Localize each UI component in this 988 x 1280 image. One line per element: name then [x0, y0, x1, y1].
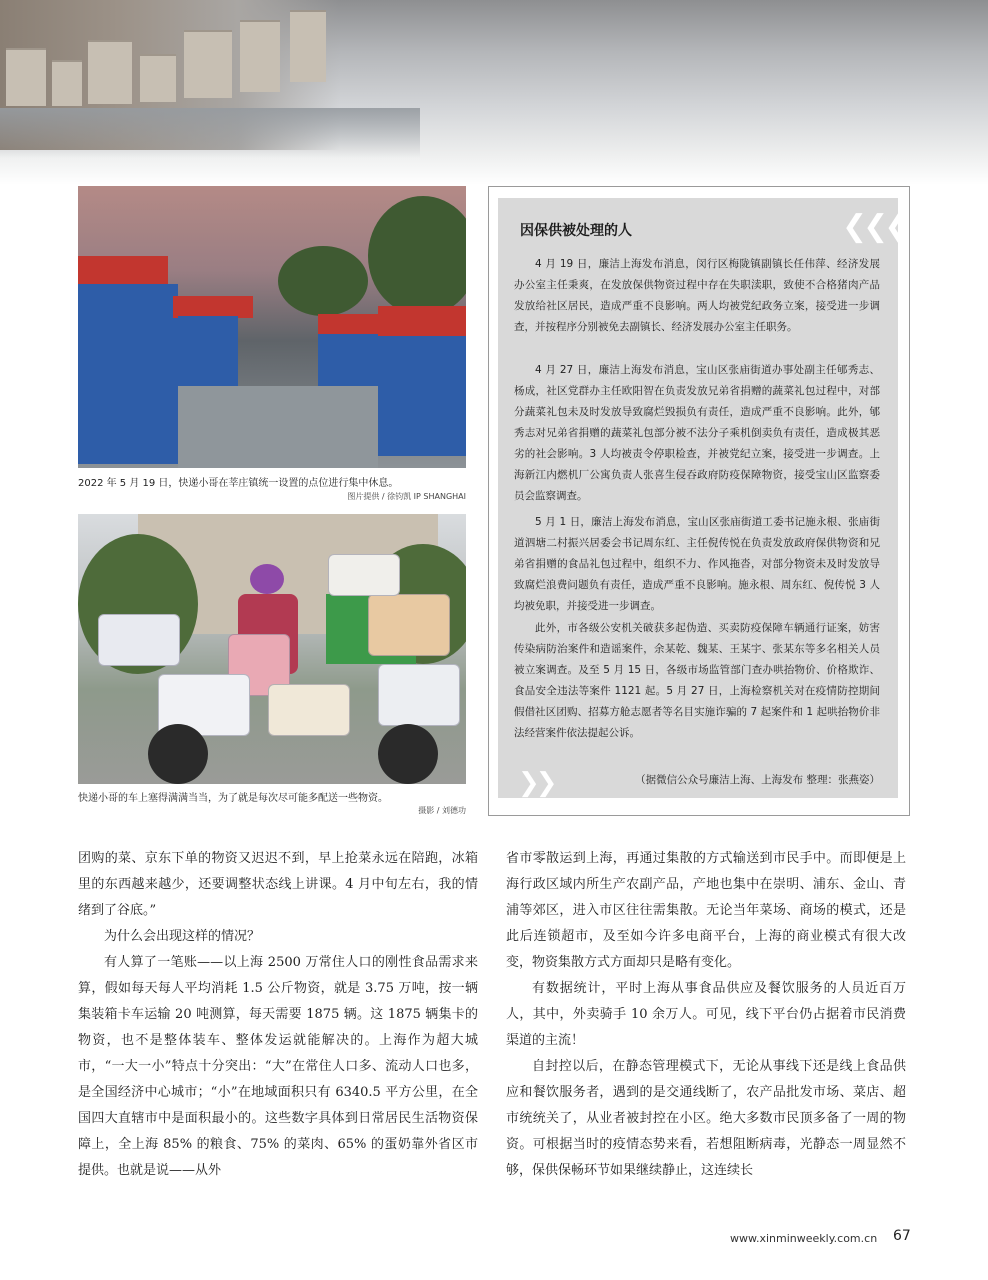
tent-wall: [178, 316, 238, 396]
tent-roof: [78, 256, 168, 286]
building-shape: [88, 40, 132, 104]
package-bag: [378, 664, 460, 726]
sidebar-paragraph: 此外，市各级公安机关破获多起伪造、买卖防疫保障车辆通行证案，妨害传染病防治案件和造谣案件，余某乾、魏某、王某宇、张某东等多名相关人员被立案调查。及至 5 月 15 日，各级市场监管部门查办哄抬物价、价格欺诈、食品安全违法等案件 1121 起。5 月 27 日，上海检察机关对在疫情防控期间假借社区团购、招募方舱志愿者等名目实施诈骗的 7 起案件和 1 起哄抬物价非法经营案件依法提起公诉。: [514, 622, 880, 739]
footer-url: www.xinminweekly.com.cn: [730, 1232, 878, 1245]
package-bag: [328, 554, 400, 596]
tent-roof: [318, 314, 388, 336]
photo-caption-top: 2022 年 5 月 19 日，快递小哥在莘庄镇统一设置的点位进行集中休息。: [78, 478, 399, 489]
body-paragraph: 为什么会出现这样的情况？: [104, 929, 261, 944]
tree-shape: [368, 196, 466, 316]
scooter-wheel: [378, 724, 438, 784]
body-paragraph: 团购的菜、京东下单的物资又迟迟不到，早上抢菜永远在陪跑，冰箱里的东西越来越少，还要调整状态线上讲课。4 月中旬左右，我的情绪到了谷底。”: [78, 851, 478, 918]
body-paragraph: 有数据统计，平时上海从事食品供应及餐饮服务的人员近百万人，其中，外卖骑手 10 余万人。可见，线下平台仍占据着市民消费渠道的主流！: [506, 981, 906, 1048]
package-bag: [268, 684, 350, 736]
photo-credit-bottom: 摄影 / 刘德功: [418, 806, 466, 815]
sidebar-paragraph: 4 月 27 日，廉洁上海发布消息，宝山区张庙街道办事处副主任郇秀志、杨成，社区党群办主任欧阳智在负责发放兄弟省捐赠的蔬菜礼包过程中，对部分蔬菜礼包未及时发放导致腐烂毁损负有责任，造成严重不良影响。此外，郇秀志对兄弟省捐赠的蔬菜礼包部分被不法分子乘机倒卖负有责任，造成极其恶劣的社会影响。3 人均被责令停职检查，并被党纪立案，接受进一步调查。上海新江内燃机厂公寓负责人张喜生侵吞政府防疫保障物资，接受宝山区监察委员会监察调查。: [514, 364, 880, 502]
package-bag: [368, 594, 450, 656]
photo-courier-scooter: [78, 514, 466, 784]
package-bag: [98, 614, 180, 666]
courier-helmet: [250, 564, 284, 594]
building-shape: [290, 10, 326, 82]
building-shape: [140, 54, 176, 102]
sidebar-paragraph: 5 月 1 日，廉洁上海发布消息，宝山区张庙街道工委书记施永根、张庙街道泗塘二村振兴居委会书记周东红、主任倪传悦在负责发放政府保供物资和兄弟省捐赠的食品礼包过程中，组织不力、作风拖沓，对部分物资未及时发放导致腐烂浪费问题负有责任，造成严重不良影响。施永根、周东红、倪传悦 3 人均被免职，并接受进一步调查。: [514, 516, 880, 612]
body-column-left: [78, 846, 478, 1184]
river-band: [0, 108, 420, 158]
sidebar-source: （据微信公众号廉洁上海、上海发布 整理：张燕姿）: [635, 774, 880, 786]
tent-roof: [173, 296, 253, 318]
body-paragraph: 自封控以后，在静态管理模式下，无论从事线下还是线上食品供应和餐饮服务者，遇到的是交通线断了，农产品批发市场、菜店、超市统统关了，从业者被封控在小区。绝大多数市民顶多备了一周的物资。可根据当时的疫情态势来看，若想阻断病毒，光静态一周显然不够，保供保畅环节如果继续静止，这连续长: [506, 1059, 906, 1178]
scooter-wheel: [148, 724, 208, 784]
road-surface: [178, 386, 378, 468]
building-shape: [6, 48, 46, 106]
photo-caption-bottom: 快递小哥的车上塞得满满当当，为了就是每次尽可能多配送一些物资。: [78, 793, 388, 804]
body-paragraph: 有人算了一笔账——以上海 2500 万常住人口的刚性食品需求来算，假如每天每人平均消耗 1.5 公斤物资，就是 3.75 万吨，按一辆集装箱卡车运输 20 吨测算，每天需要 1875 辆。这 1875 辆集卡的物资，也不是整体装车、整体发运就能解决的。上海作为超大城市，“一大一小”特点十分突出：“大”在常住人口多、流动人口也多，是全国经济中心城市；“小”在地域面积只有 6340.5 平方公里，在全国四大直辖市中是面积最小的。这些数字具体到日常居民生活物资保障上，全上海 85% 的粮食、75% 的菜肉、65% 的蛋奶靠外省区市提供。也就是说——从外: [78, 955, 478, 1178]
quote-open-icon: ❮❮❮: [842, 209, 906, 244]
quote-close-icon: ❯❯: [518, 768, 554, 798]
photo-rest-point-tents: [78, 186, 466, 468]
photo-credit-top: 图片提供 / 徐钧凯 IP SHANGHAI: [347, 492, 466, 501]
tent-wall: [78, 284, 178, 464]
body-column-right: [506, 846, 906, 1184]
sidebar-paragraph: 4 月 19 日，廉洁上海发布消息，闵行区梅陇镇副镇长任伟萍、经济发展办公室主任秉爽，在发放保供物资过程中存在失职渎职，致使不合格猪肉产品发放给社区居民，造成严重不良影响。两人均被党纪政务立案，接受进一步调查，并按程序分别被免去副镇长、经济发展办公室主任职务。: [514, 258, 880, 333]
tree-shape: [278, 246, 368, 316]
tent-roof: [378, 306, 466, 338]
building-shape: [184, 30, 232, 98]
body-paragraph: 省市零散运到上海，再通过集散的方式输送到市民手中。而即便是上海行政区域内所生产农副产品，产地也集中在崇明、浦东、金山、青浦等郊区，进入市区往往需集散。无论当年菜场、商场的模式，还是此后连锁超市，及至如今许多电商平台，上海的商业模式有很大改变，物资集散方式方面却只是略有变化。: [506, 851, 906, 970]
header-cityscape-image: [0, 0, 988, 185]
building-shape: [240, 20, 280, 92]
sidebar-title: 因保供被处理的人: [520, 223, 632, 239]
tent-wall: [318, 334, 378, 394]
building-shape: [52, 60, 82, 106]
tent-wall: [378, 336, 466, 456]
page-number: 67: [893, 1228, 911, 1244]
